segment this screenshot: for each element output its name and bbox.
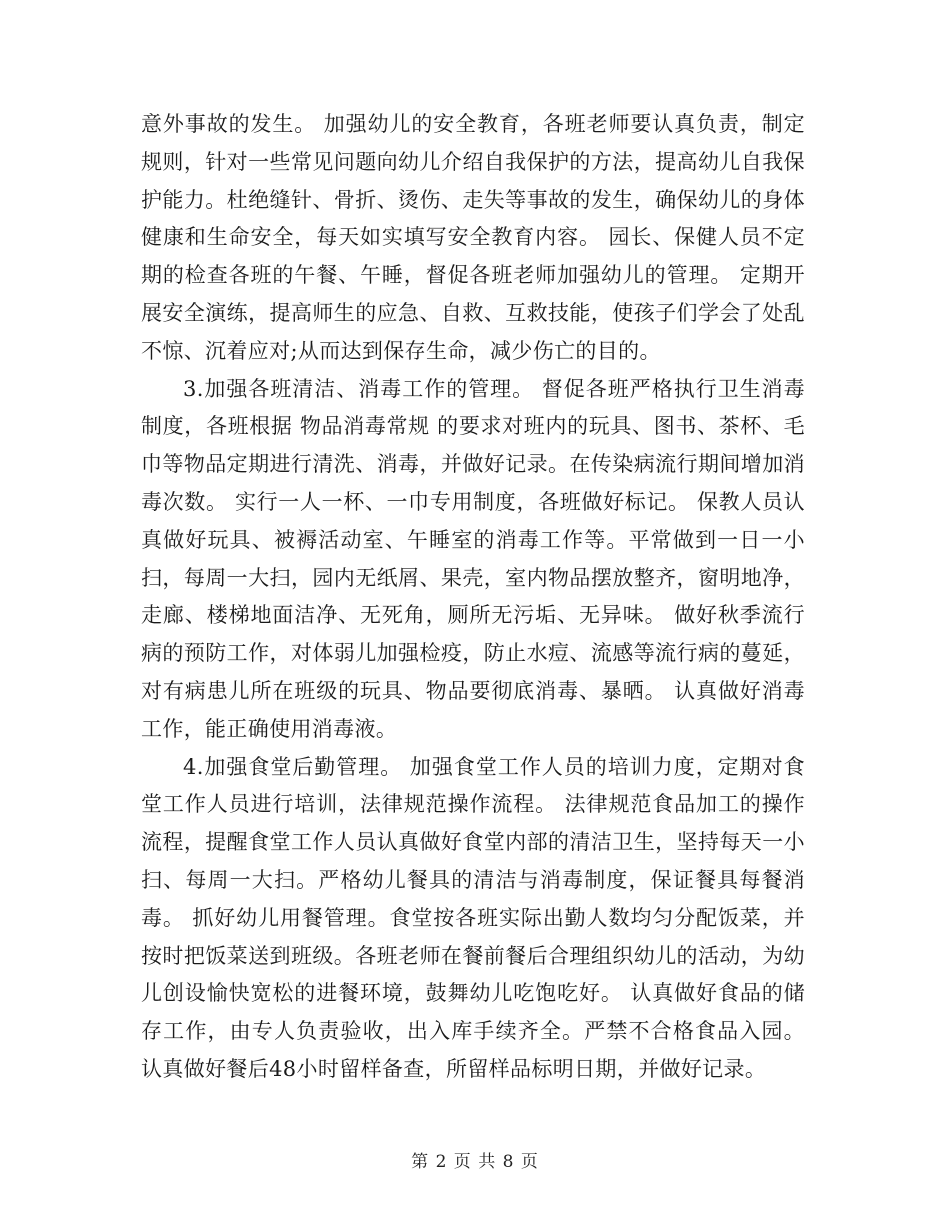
paragraph-cleaning-disinfection: 3.加强各班清洁、消毒工作的管理。 督促各班严格执行卫生消毒制度，各班根据 物品消毒常规 的要求对班内的玩具、图书、茶杯、毛巾等物品定期进行清洗、消毒，并做好记录。在传染病流行期间增加消毒次数。 实行一人一杯、一巾专用制度，各班做好标记。 保教人员认真做好玩具、被褥活动室、午睡室的消毒工作等。平常做到一日一小扫，每周一大扫，园内无纸屑、果壳，室内物品摆放整齐，窗明地净，走廊、楼梯地面洁净、无死角，厕所无污垢、无异味。 做好秋季流行病的预防工作，对体弱儿加强检疫，防止水痘、流感等流行病的蔓延，对有病患儿所在班级的玩具、物品要彻底消毒、暴晒。 认真做好消毒工作，能正确使用消毒液。 — [141, 376, 805, 741]
paragraph-canteen-management: 4.加强食堂后勤管理。 加强食堂工作人员的培训力度，定期对食堂工作人员进行培训，法律规范操作流程。 法律规范食品加工的操作流程，提醒食堂工作人员认真做好食堂内部的清洁卫生，坚持每天一小扫、每周一大扫。严格幼儿餐具的清洁与消毒制度，保证餐具每餐消毒。 抓好幼儿用餐管理。食堂按各班实际出勤人数均匀分配饭菜，并按时把饭菜送到班级。各班老师在餐前餐后合理组织幼儿的活动，为幼儿创设愉快宽松的进餐环境，鼓舞幼儿吃饱吃好。 认真做好食品的储存工作，由专人负责验收，出入库手续齐全。严禁不合格食品入园。 认真做好餐后48小时留样备查，所留样品标明日期，并做好记录。 — [141, 754, 805, 1081]
document-body — [141, 106, 805, 1089]
page-number-footer: 第 2 页 共 8 页 — [411, 1152, 539, 1172]
paragraph-safety-education: 意外事故的发生。 加强幼儿的安全教育，各班老师要认真负责，制定规则，针对一些常见问题向幼儿介绍自我保护的方法，提高幼儿自我保护能力。杜绝缝针、骨折、烫伤、走失等事故的发生，确保幼儿的身体健康和生命安全，每天如实填写安全教育内容。 园长、保健人员不定期的检查各班的午餐、午睡，督促各班老师加强幼儿的管理。 定期开展安全演练，提高师生的应急、自救、互救技能，使孩子们学会了处乱不惊、沉着应对;从而达到保存生命，减少伤亡的目的。 — [141, 112, 805, 363]
